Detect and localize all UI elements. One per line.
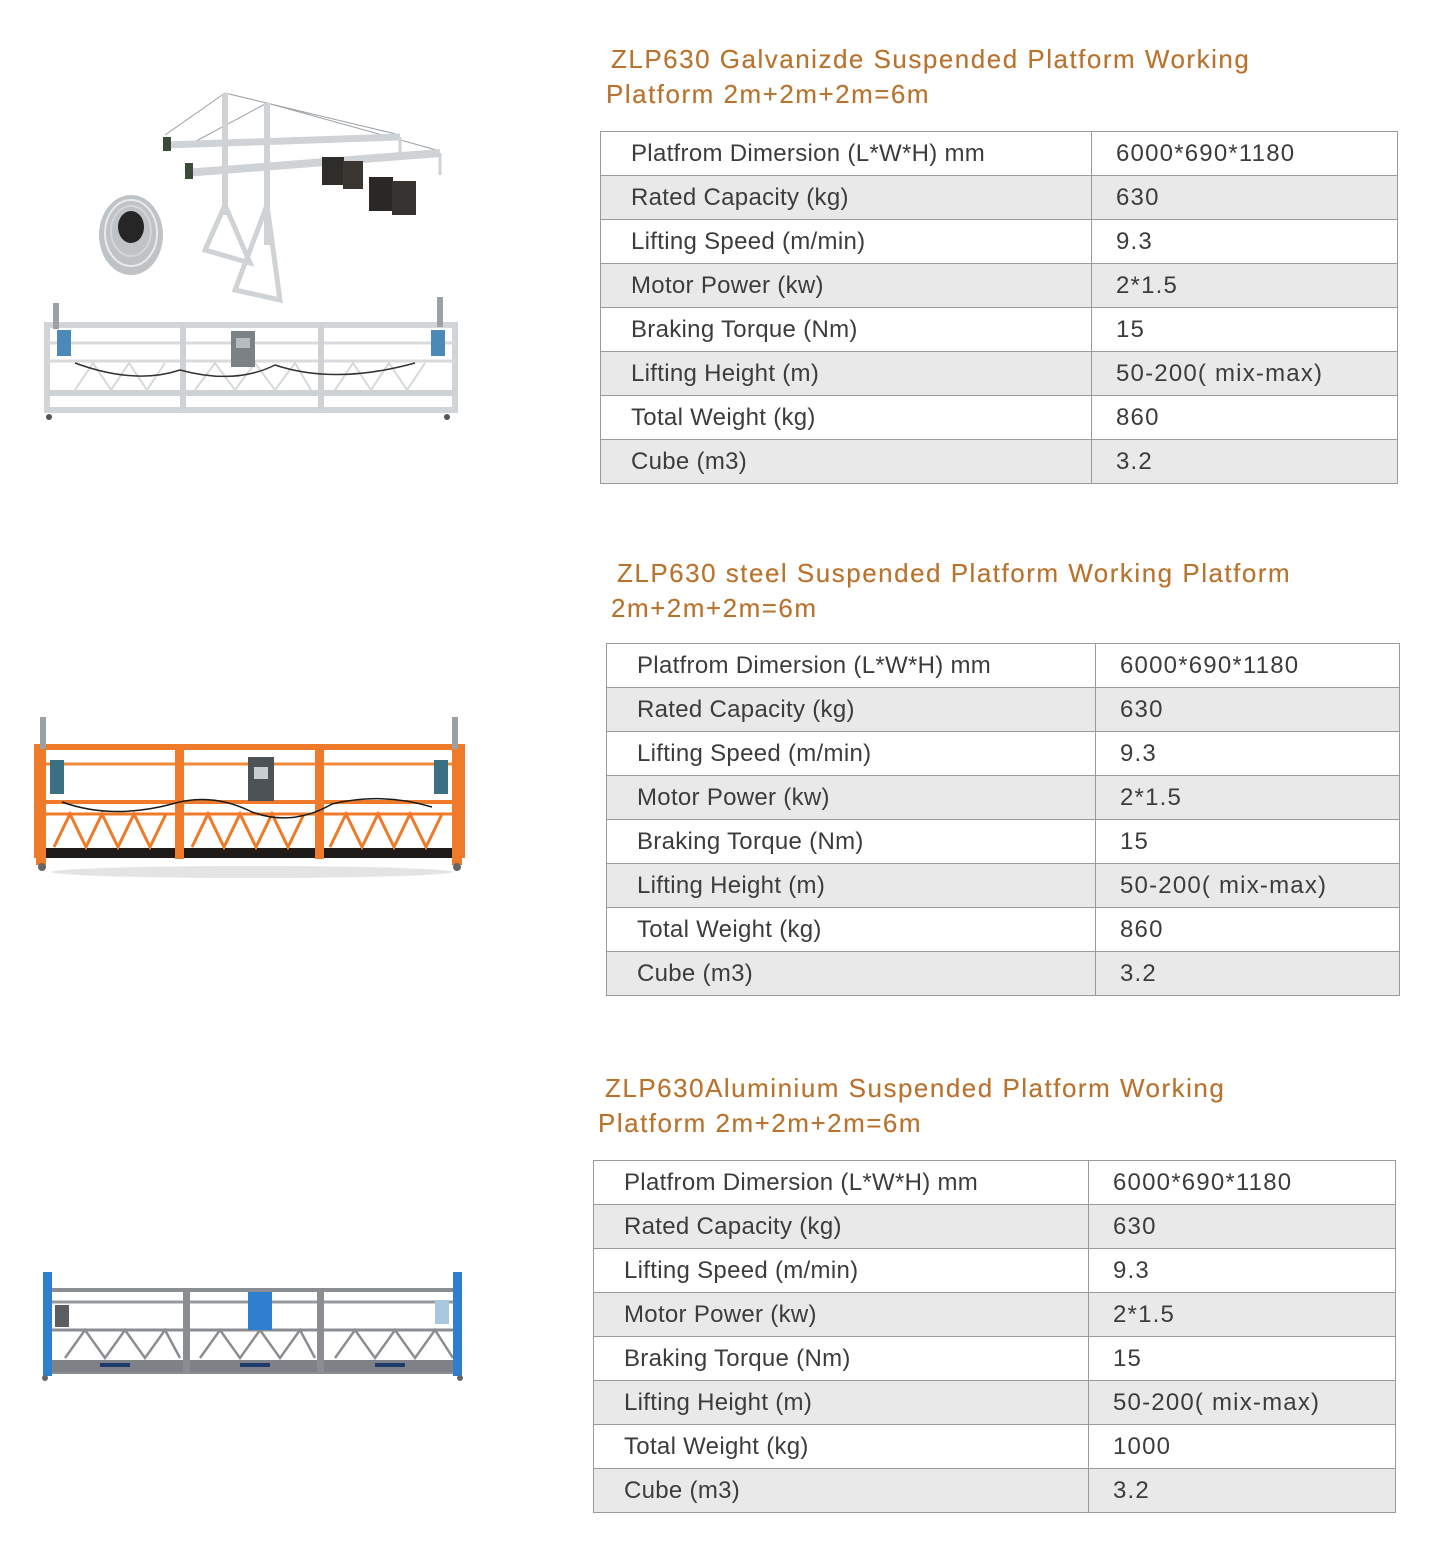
spec-value: 2*1.5 (1092, 264, 1398, 308)
spec-value: 3.2 (1096, 952, 1400, 996)
table-row (594, 1161, 1396, 1205)
table-row (594, 1425, 1396, 1469)
spec-label: Braking Torque (Nm) (607, 820, 1096, 864)
spec-value: 15 (1089, 1337, 1396, 1381)
spec-label: Platfrom Dimersion (L*W*H) mm (601, 132, 1092, 176)
spec-label: Platfrom Dimersion (L*W*H) mm (594, 1161, 1089, 1205)
spec-label: Motor Power (kw) (601, 264, 1092, 308)
spec-value: 15 (1092, 308, 1398, 352)
table-row (594, 1337, 1396, 1381)
spec-label: Motor Power (kw) (607, 776, 1096, 820)
spec-value: 50-200( mix-max) (1092, 352, 1398, 396)
platform-cradle-icon (42, 1272, 463, 1381)
spec-value: 630 (1089, 1205, 1396, 1249)
table-row (594, 1469, 1396, 1513)
spec-label: Cube (m3) (607, 952, 1096, 996)
spec-label: Motor Power (kw) (594, 1293, 1089, 1337)
table-row (594, 1249, 1396, 1293)
spec-value: 9.3 (1092, 220, 1398, 264)
spec-value: 860 (1092, 396, 1398, 440)
spec-value: 50-200( mix-max) (1096, 864, 1400, 908)
spec-label: Total Weight (kg) (601, 396, 1092, 440)
spec-label: Rated Capacity (kg) (594, 1205, 1089, 1249)
table-row (594, 1381, 1396, 1425)
spec-label: Lifting Speed (m/min) (601, 220, 1092, 264)
spec-value: 2*1.5 (1089, 1293, 1396, 1337)
spec-value: 6000*690*1180 (1089, 1161, 1396, 1205)
table-row (594, 1293, 1396, 1337)
spec-value: 630 (1092, 176, 1398, 220)
spec-value: 15 (1096, 820, 1400, 864)
spec-value: 630 (1096, 688, 1400, 732)
spec-label: Platfrom Dimersion (L*W*H) mm (607, 644, 1096, 688)
product-title: ZLP630 steel Suspended Platform Working Platform 2m+2m+2m=6m (611, 558, 1292, 623)
spec-value: 9.3 (1089, 1249, 1396, 1293)
spec-label: Rated Capacity (kg) (607, 688, 1096, 732)
spec-value: 3.2 (1092, 440, 1398, 484)
spec-value: 9.3 (1096, 732, 1400, 776)
spec-value: 50-200( mix-max) (1089, 1381, 1396, 1425)
spec-label: Lifting Speed (m/min) (594, 1249, 1089, 1293)
product-title: ZLP630Aluminium Suspended Platform Working Platform 2m+2m+2m=6m (598, 1073, 1226, 1138)
spec-label: Cube (m3) (594, 1469, 1089, 1513)
spec-label: Lifting Height (m) (594, 1381, 1089, 1425)
spec-value: 2*1.5 (1096, 776, 1400, 820)
spec-label: Braking Torque (Nm) (601, 308, 1092, 352)
spec-label: Lifting Height (m) (601, 352, 1092, 396)
spec-label: Lifting Speed (m/min) (607, 732, 1096, 776)
spec-value: 860 (1096, 908, 1400, 952)
spec-table (593, 1160, 1396, 1513)
spec-label: Total Weight (kg) (594, 1425, 1089, 1469)
table-row (594, 1205, 1396, 1249)
spec-label: Braking Torque (Nm) (594, 1337, 1089, 1381)
spec-value: 6000*690*1180 (1096, 644, 1400, 688)
product-title: ZLP630 Galvanizde Suspended Platform Working Platform 2m+2m+2m=6m (606, 44, 1251, 109)
spec-value: 1000 (1089, 1425, 1396, 1469)
spec-label: Cube (m3) (601, 440, 1092, 484)
aluminium-platform-image (35, 1250, 470, 1385)
spec-label: Total Weight (kg) (607, 908, 1096, 952)
spec-label: Rated Capacity (kg) (601, 176, 1092, 220)
spec-label: Lifting Height (m) (607, 864, 1096, 908)
spec-value: 6000*690*1180 (1092, 132, 1398, 176)
spec-value: 3.2 (1089, 1469, 1396, 1513)
